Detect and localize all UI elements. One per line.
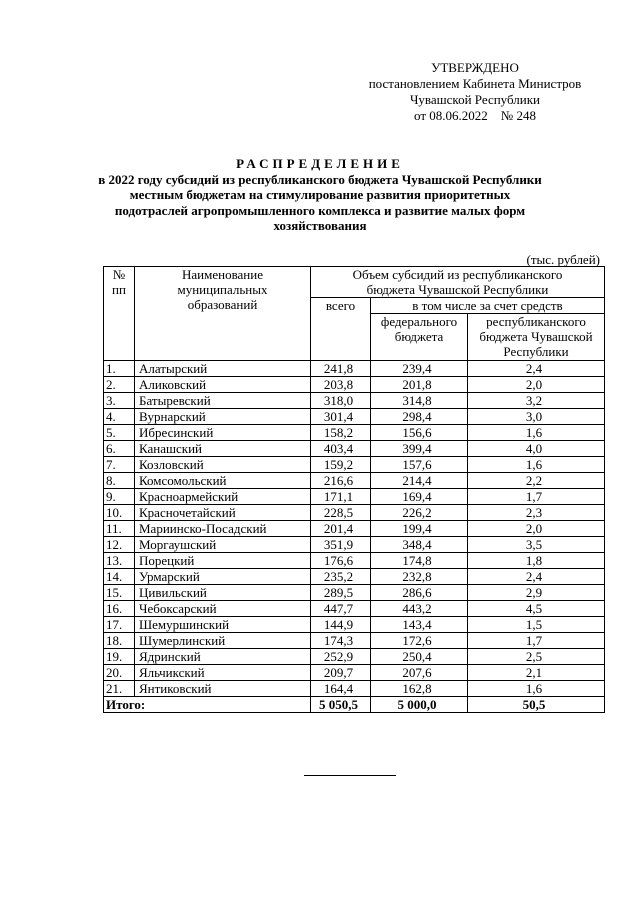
table-row xyxy=(104,457,605,473)
row-municipality: Янтиковский xyxy=(135,681,311,697)
row-total: 203,8 xyxy=(311,377,371,393)
row-number: 8. xyxy=(104,473,135,489)
row-federal: 443,2 xyxy=(371,601,468,617)
row-federal: 199,4 xyxy=(371,521,468,537)
table-row xyxy=(104,585,605,601)
row-federal: 214,4 xyxy=(371,473,468,489)
table-row xyxy=(104,361,605,377)
row-number: 10. xyxy=(104,505,135,521)
row-federal: 156,6 xyxy=(371,425,468,441)
row-number: 20. xyxy=(104,665,135,681)
row-number: 12. xyxy=(104,537,135,553)
row-number: 5. xyxy=(104,425,135,441)
row-number: 3. xyxy=(104,393,135,409)
table-row xyxy=(104,473,605,489)
row-municipality: Шумерлинский xyxy=(135,633,311,649)
title-heading: РАСПРЕДЕЛЕНИЕ xyxy=(236,156,404,171)
row-federal: 250,4 xyxy=(371,649,468,665)
approval-line-2: постановлением Кабинета Министров xyxy=(368,76,582,91)
table-row xyxy=(104,617,605,633)
row-total: 209,7 xyxy=(311,665,371,681)
totals-federal: 5 000,0 xyxy=(371,697,468,713)
row-municipality: Красночетайский xyxy=(135,505,311,521)
row-municipality: Цивильский xyxy=(135,585,311,601)
row-federal: 207,6 xyxy=(371,665,468,681)
row-federal: 348,4 xyxy=(371,537,468,553)
row-number: 17. xyxy=(104,617,135,633)
row-municipality: Ядринский xyxy=(135,649,311,665)
title-line-2: местным бюджетам на стимулирование развития приоритетных xyxy=(129,187,511,202)
table-row xyxy=(104,521,605,537)
table-row xyxy=(104,633,605,649)
row-federal: 298,4 xyxy=(371,409,468,425)
totals-republic: 50,5 xyxy=(468,697,605,713)
row-number: 11. xyxy=(104,521,135,537)
row-number: 6. xyxy=(104,441,135,457)
row-federal: 143,4 xyxy=(371,617,468,633)
approval-line-1: УТВЕРЖДЕНО xyxy=(431,60,519,75)
table-row xyxy=(104,377,605,393)
row-federal: 162,8 xyxy=(371,681,468,697)
row-republic: 2,4 xyxy=(468,569,605,585)
row-municipality: Вурнарский xyxy=(135,409,311,425)
row-republic: 1,7 xyxy=(468,489,605,505)
header-republic: республиканского бюджета Чувашской Республики xyxy=(468,314,605,361)
row-total: 403,4 xyxy=(311,441,371,457)
row-municipality: Красноармейский xyxy=(135,489,311,505)
row-municipality: Козловский xyxy=(135,457,311,473)
approval-line-4: от 08.06.2022 № 248 xyxy=(414,108,536,123)
totals-total: 5 050,5 xyxy=(311,697,371,713)
row-number: 15. xyxy=(104,585,135,601)
row-municipality: Комсомольский xyxy=(135,473,311,489)
row-republic: 4,0 xyxy=(468,441,605,457)
table-row xyxy=(104,441,605,457)
row-federal: 399,4 xyxy=(371,441,468,457)
row-total: 289,5 xyxy=(311,585,371,601)
row-municipality: Ибресинский xyxy=(135,425,311,441)
row-federal: 172,6 xyxy=(371,633,468,649)
row-number: 2. xyxy=(104,377,135,393)
row-total: 318,0 xyxy=(311,393,371,409)
closing-line xyxy=(304,775,396,776)
table-row xyxy=(104,489,605,505)
row-republic: 1,6 xyxy=(468,457,605,473)
header-total: всего xyxy=(311,298,371,361)
row-municipality: Аликовский xyxy=(135,377,311,393)
table-row xyxy=(104,649,605,665)
row-federal: 201,8 xyxy=(371,377,468,393)
row-number: 18. xyxy=(104,633,135,649)
row-total: 144,9 xyxy=(311,617,371,633)
row-republic: 2,0 xyxy=(468,521,605,537)
row-federal: 157,6 xyxy=(371,457,468,473)
totals-row xyxy=(104,697,605,713)
header-num: № пп xyxy=(104,267,135,361)
row-municipality: Моргаушский xyxy=(135,537,311,553)
units-label: (тыс. рублей) xyxy=(526,252,600,267)
row-municipality: Урмарский xyxy=(135,569,311,585)
header-name: Наименование муниципальных образований xyxy=(135,267,311,361)
row-republic: 3,2 xyxy=(468,393,605,409)
row-republic: 2,0 xyxy=(468,377,605,393)
row-number: 21. xyxy=(104,681,135,697)
totals-label: Итого: xyxy=(104,697,311,713)
table-row xyxy=(104,425,605,441)
row-total: 159,2 xyxy=(311,457,371,473)
header-volume: Объем субсидий из республиканского бюджета Чувашской Республики xyxy=(311,267,605,298)
subsidy-table xyxy=(103,266,605,713)
row-federal: 286,6 xyxy=(371,585,468,601)
title-line-3: подотраслей агропромышленного комплекса и развитие малых форм xyxy=(114,202,526,218)
row-municipality: Мариинско-Посадский xyxy=(135,521,311,537)
row-number: 14. xyxy=(104,569,135,585)
row-republic: 1,7 xyxy=(468,633,605,649)
row-federal: 232,8 xyxy=(371,569,468,585)
row-municipality: Батыревский xyxy=(135,393,311,409)
approval-block xyxy=(340,60,610,124)
row-republic: 2,9 xyxy=(468,585,605,601)
row-total: 351,9 xyxy=(311,537,371,553)
row-republic: 1,8 xyxy=(468,553,605,569)
row-total: 241,8 xyxy=(311,361,371,377)
row-republic: 3,5 xyxy=(468,537,605,553)
row-republic: 1,6 xyxy=(468,681,605,697)
table-row xyxy=(104,681,605,697)
row-municipality: Шемуршинский xyxy=(135,617,311,633)
row-municipality: Алатырский xyxy=(135,361,311,377)
table-row xyxy=(104,553,605,569)
table-row xyxy=(104,505,605,521)
row-number: 19. xyxy=(104,649,135,665)
row-municipality: Порецкий xyxy=(135,553,311,569)
row-federal: 239,4 xyxy=(371,361,468,377)
header-including: в том числе за счет средств xyxy=(371,298,605,314)
header-federal: федерального бюджета xyxy=(371,314,468,361)
row-municipality: Канашский xyxy=(135,441,311,457)
row-number: 7. xyxy=(104,457,135,473)
row-federal: 314,8 xyxy=(371,393,468,409)
row-total: 158,2 xyxy=(311,425,371,441)
table-row xyxy=(104,537,605,553)
title-line-1: в 2022 году субсидий из республиканского бюджета Чувашской Республики xyxy=(98,171,542,187)
row-federal: 226,2 xyxy=(371,505,468,521)
row-number: 4. xyxy=(104,409,135,425)
row-number: 16. xyxy=(104,601,135,617)
row-total: 176,6 xyxy=(311,553,371,569)
row-total: 252,9 xyxy=(311,649,371,665)
row-republic: 2,5 xyxy=(468,649,605,665)
row-total: 216,6 xyxy=(311,473,371,489)
row-total: 235,2 xyxy=(311,569,371,585)
row-republic: 4,5 xyxy=(468,601,605,617)
row-number: 13. xyxy=(104,553,135,569)
row-republic: 3,0 xyxy=(468,409,605,425)
row-municipality: Чебоксарский xyxy=(135,601,311,617)
row-federal: 169,4 xyxy=(371,489,468,505)
row-number: 1. xyxy=(104,361,135,377)
table-row xyxy=(104,569,605,585)
row-total: 174,3 xyxy=(311,633,371,649)
row-total: 447,7 xyxy=(311,601,371,617)
table-row xyxy=(104,409,605,425)
table-row xyxy=(104,665,605,681)
row-republic: 2,4 xyxy=(468,361,605,377)
row-republic: 2,3 xyxy=(468,505,605,521)
table-row xyxy=(104,601,605,617)
row-republic: 1,6 xyxy=(468,425,605,441)
row-total: 201,4 xyxy=(311,521,371,537)
title-line-4: хозяйствования xyxy=(273,218,367,233)
row-republic: 2,2 xyxy=(468,473,605,489)
row-number: 9. xyxy=(104,489,135,505)
row-total: 164,4 xyxy=(311,681,371,697)
row-federal: 174,8 xyxy=(371,553,468,569)
row-total: 228,5 xyxy=(311,505,371,521)
row-republic: 1,5 xyxy=(468,617,605,633)
approval-line-3: Чувашской Республики xyxy=(409,92,541,107)
table-row xyxy=(104,393,605,409)
document-title xyxy=(80,156,560,234)
row-total: 171,1 xyxy=(311,489,371,505)
row-municipality: Яльчикский xyxy=(135,665,311,681)
row-total: 301,4 xyxy=(311,409,371,425)
row-republic: 2,1 xyxy=(468,665,605,681)
